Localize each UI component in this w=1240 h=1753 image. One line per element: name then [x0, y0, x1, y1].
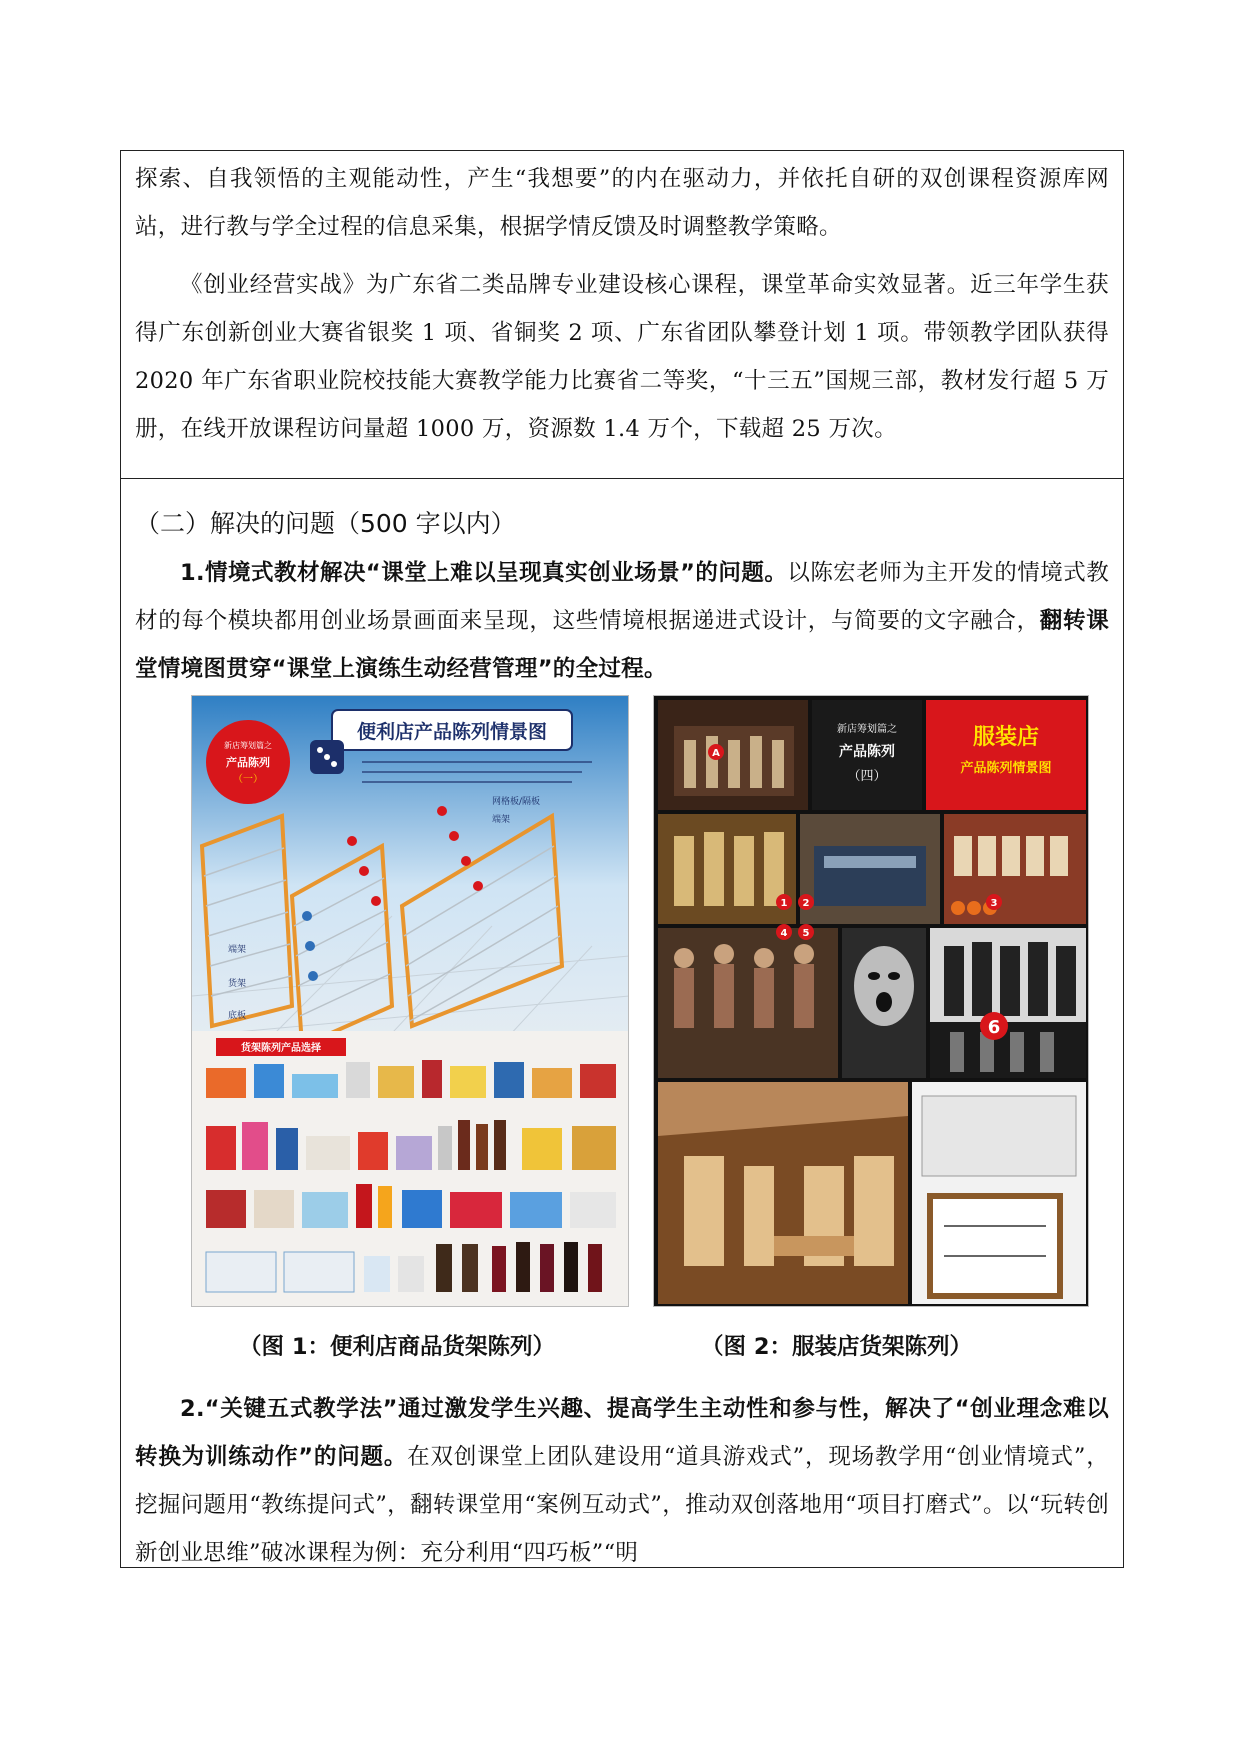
figure-2-marker-3: 3 [990, 898, 998, 909]
item-1-paragraph [135, 549, 1109, 693]
document-table [120, 150, 1124, 1568]
figure-1-badge-line1: 新店筹划篇之 [224, 741, 272, 750]
figure-1-badge-line2: 产品陈列 [226, 756, 270, 769]
item-1-text: 以陈宏老师为主开发的情境式教材的每个模块都用创业场景画面来呈现，这些情境根据递进式设计，与简要的文字融合， [135, 560, 1110, 634]
figure-2-marker-a: A [712, 748, 720, 759]
figure-2-badge-line1: 新店筹划篇之 [837, 724, 897, 735]
figure-1-label-goods: 货架 [228, 979, 247, 989]
figure-2-red-title: 服装店 [972, 725, 1040, 750]
figure-2-caption: （图 2：服装店货架陈列） [701, 1334, 972, 1360]
figure-2-marker-4: 4 [780, 928, 788, 939]
figure-2-marker-6: 6 [987, 1017, 1001, 1038]
figure-captions [121, 1329, 1123, 1369]
item-1-emphasis: 翻转课堂情境图贯穿“课堂上演练生动经营管理”的全过程。 [135, 608, 1109, 682]
figure-1-title: 便利店产品陈列情景图 [356, 721, 548, 743]
item-1-heading: 1.情境式教材解决“课堂上难以呈现真实创业场景”的问题。 [180, 560, 788, 586]
figure-2-marker-2: 2 [802, 898, 810, 909]
figure-1-image [191, 695, 629, 1307]
figure-2-badge-line3: （四） [847, 769, 887, 784]
table-cell-intro [121, 151, 1123, 479]
figure-1-label-base: 底板 [228, 1011, 247, 1021]
figure-2-badge-line2: 产品陈列 [839, 744, 895, 760]
figures-row [191, 695, 1081, 1311]
figure-2-red-subtitle: 产品陈列情景图 [960, 761, 1052, 776]
figure-1-badge-line3: （一） [233, 774, 263, 785]
item-2-paragraph [135, 1385, 1109, 1577]
section-title: （二）解决的问题（500 字以内） [135, 509, 516, 538]
figure-1-product-banner: 货架陈列产品选择 [241, 1043, 321, 1054]
figure-2-marker-1: 1 [780, 898, 788, 909]
figure-2-image [653, 695, 1089, 1307]
figure-1-caption: （图 1：便利店商品货架陈列） [239, 1334, 555, 1360]
item-2-text: 在双创课堂上团队建设用“道具游戏式”，现场教学用“创业情境式”，挖掘问题用“教练提问式”，翻转课堂用“案例互动式”，推动双创落地用“项目打磨式”。以“玩转创新创业思维”破冰课程为例：充分利用“四巧板”“明 [135, 1444, 1109, 1566]
intro-paragraph-1: 探索、自我领悟的主观能动性，产生“我想要”的内在驱动力，并依托自研的双创课程资源库网站，进行教与学全过程的信息采集，根据学情反馈及时调整教学策略。 [135, 166, 1109, 240]
intro-paragraph-2: 《创业经营实战》为广东省二类品牌专业建设核心课程，课堂革命实效显著。近三年学生获得广东创新创业大赛省银奖 1 项、省铜奖 2 项、广东省团队攀登计划 1 项。带领教学团队获得 2020 年广东省职业院校技能大赛教学能力比赛省二等奖，“十三五”国规三部，教材发行超 5 万册，在线开放课程访问量超 1000 万，资源数 1.4 万个，下载超 25 万次。 [135, 272, 1109, 442]
figure-2-marker-5: 5 [802, 928, 810, 939]
figure-1-label-end: 端架 [228, 945, 247, 955]
table-cell-problems [121, 479, 1123, 1567]
item-2-block [135, 1385, 1109, 1577]
figure-1-label-shelf: 端架 [492, 815, 511, 825]
item-2-heading: 2.“关键五式教学法”通过激发学生兴趣、提高学生主动性和参与性，解决了“创业理念难以转换为训练动作”的问题。 [135, 1396, 1109, 1470]
figure-1-label-board: 网格板/隔板 [492, 797, 541, 807]
